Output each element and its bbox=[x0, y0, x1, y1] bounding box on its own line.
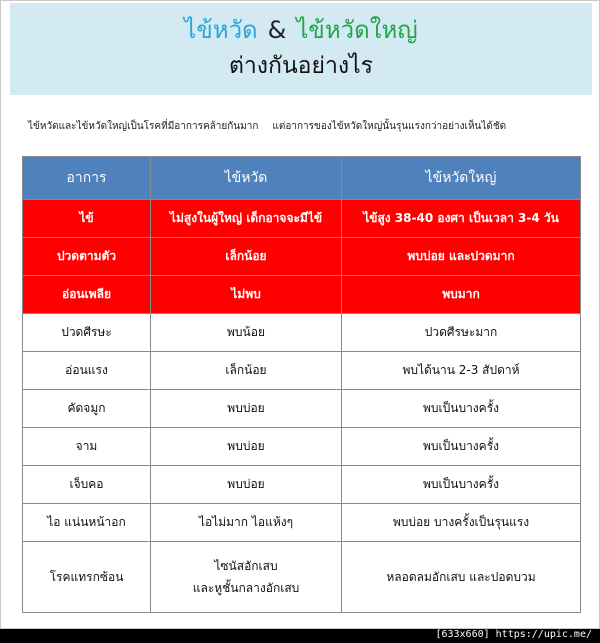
table-row-sore-throat bbox=[23, 466, 581, 504]
symptom-cell: ปวดศีรษะ bbox=[23, 314, 151, 352]
table-row-cough-chest bbox=[23, 504, 581, 542]
cold-cell: ไอไม่มาก ไอแห้งๆ bbox=[151, 504, 342, 542]
cold-cell bbox=[151, 542, 342, 613]
symptom-cell: จาม bbox=[23, 428, 151, 466]
table-row-sneezing bbox=[23, 428, 581, 466]
flu-cell: พบเป็นบางครั้ง bbox=[342, 466, 581, 504]
cold-cell-line-2: และหูชั้นกลางอักเสบ bbox=[192, 581, 300, 595]
flu-cell: พบเป็นบางครั้ง bbox=[342, 428, 581, 466]
comparison-table bbox=[22, 156, 581, 613]
table-row-fatigue bbox=[23, 276, 581, 314]
table-row-complications bbox=[23, 542, 581, 613]
flu-cell: พบได้นาน 2-3 สัปดาห์ bbox=[342, 352, 581, 390]
intro-sentence-2: แต่อาการของไข้หวัดใหญ่นั้นรุนแรงกว่าอย่างเห็นได้ชัด bbox=[272, 121, 507, 132]
header-influenza: ไข้หวัดใหญ่ bbox=[342, 157, 581, 200]
subtitle: ต่างกันอย่างไร bbox=[228, 53, 374, 79]
cold-cell: เล็กน้อย bbox=[151, 352, 342, 390]
cold-cell: ไม่พบ bbox=[151, 276, 342, 314]
symptom-cell: ปวดตามตัว bbox=[23, 238, 151, 276]
symptom-cell: โรคแทรกซ้อน bbox=[23, 542, 151, 613]
flu-cell: หลอดลมอักเสบ และปอดบวม bbox=[342, 542, 581, 613]
title-banner bbox=[10, 3, 592, 95]
header-symptom: อาการ bbox=[23, 157, 151, 200]
cold-cell: พบน้อย bbox=[151, 314, 342, 352]
table-header-row bbox=[23, 157, 581, 200]
cold-cell: เล็กน้อย bbox=[151, 238, 342, 276]
table-row-stuffy-nose bbox=[23, 390, 581, 428]
symptom-cell: ไอ แน่นหน้าอก bbox=[23, 504, 151, 542]
title-ampersand: & bbox=[267, 16, 287, 44]
header-common-cold: ไข้หวัด bbox=[151, 157, 342, 200]
title-influenza: ไข้หวัดใหญ่ bbox=[296, 16, 418, 44]
flu-cell: พบบ่อย บางครั้งเป็นรุนแรง bbox=[342, 504, 581, 542]
title bbox=[10, 15, 592, 45]
flu-cell: พบเป็นบางครั้ง bbox=[342, 390, 581, 428]
title-common-cold: ไข้หวัด bbox=[184, 16, 258, 44]
table-row-weakness bbox=[23, 352, 581, 390]
table-row-headache bbox=[23, 314, 581, 352]
intro-text bbox=[28, 119, 588, 134]
cold-cell: พบบ่อย bbox=[151, 390, 342, 428]
cold-cell: พบบ่อย bbox=[151, 466, 342, 504]
cold-cell: ไม่สูงในผู้ใหญ่ เด็กอาจจะมีไข้ bbox=[151, 200, 342, 238]
symptom-cell: อ่อนเพลีย bbox=[23, 276, 151, 314]
flu-cell: พบบ่อย และปวดมาก bbox=[342, 238, 581, 276]
flu-cell: ปวดศีรษะมาก bbox=[342, 314, 581, 352]
cold-cell-line-1: ไซนัสอักเสบ bbox=[214, 559, 278, 573]
symptom-cell: คัดจมูก bbox=[23, 390, 151, 428]
symptom-cell: ไข้ bbox=[23, 200, 151, 238]
flu-cell: ไข้สูง 38-40 องศา เป็นเวลา 3-4 วัน bbox=[342, 200, 581, 238]
symptom-cell: เจ็บคอ bbox=[23, 466, 151, 504]
flu-cell: พบมาก bbox=[342, 276, 581, 314]
intro-sentence-1: ไข้หวัดและไข้หวัดใหญ่เป็นโรคที่มีอาการคล้ายกันมาก bbox=[28, 121, 259, 132]
watermark: [633x660] https://upic.me/ bbox=[435, 629, 592, 640]
table-row-body-ache bbox=[23, 238, 581, 276]
cold-cell: พบบ่อย bbox=[151, 428, 342, 466]
symptom-cell: อ่อนแรง bbox=[23, 352, 151, 390]
table-row-fever bbox=[23, 200, 581, 238]
